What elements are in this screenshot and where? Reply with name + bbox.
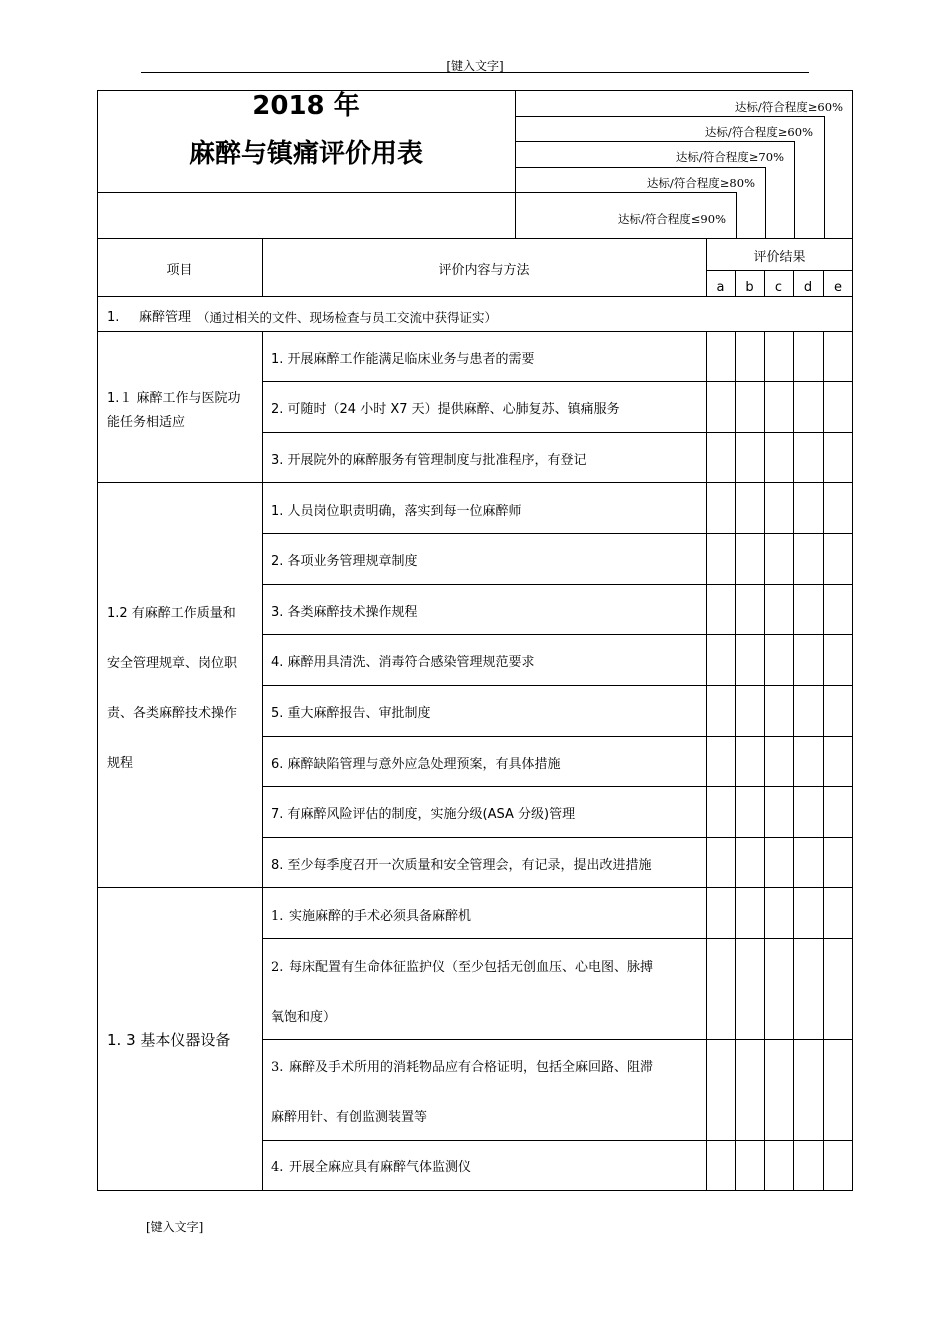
section-title: 麻醉管理 <box>139 310 192 325</box>
criteria-item: 2. 可随时（24 小时 X7 天）提供麻醉、心肺复苏、镇痛服务 <box>271 402 620 417</box>
criteria-item-continuation: 麻醉用针、有创监测装置等 <box>271 1110 428 1125</box>
group-label: 能任务相适应 <box>107 415 186 430</box>
page-header: [键入文字] <box>446 59 504 73</box>
group-label: 安全管理规章、岗位职 <box>107 656 238 671</box>
criteria-item: 1. 人员岗位职责明确，落实到每一位麻醉师 <box>271 504 522 519</box>
criteria-item: 麻醉及手术所用的消耗物品应有合格证明，包括全麻回路、阻滞 <box>289 1060 654 1075</box>
criteria-item: 6. 麻醉缺陷管理与意外应急处理预案，有具体措施 <box>271 757 561 772</box>
group-label: 1. 3 基本仪器设备 <box>107 1031 231 1049</box>
group-label: 1.2 有麻醉工作质量和 <box>107 606 236 621</box>
column-header-content: 评价内容与方法 <box>438 263 530 278</box>
criteria-item: 开展全麻应具有麻醉气体监测仪 <box>289 1160 472 1175</box>
page-title: 麻醉与镇痛评价用表 <box>188 139 423 169</box>
standard-label: 达标/符合程度≤90% <box>617 212 726 226</box>
grade-b: b <box>745 280 754 295</box>
title-bottom-rule <box>97 192 515 193</box>
criteria-item: 8. 至少每季度召开一次质量和安全管理会，有记录，提出改进措施 <box>271 858 652 873</box>
group-label: 1.１ 麻醉工作与医院功 <box>107 391 241 406</box>
standard-label: 达标/符合程度≥80% <box>646 176 755 190</box>
page-footer: [键入文字] <box>146 1220 204 1234</box>
column-header-item: 项目 <box>166 263 193 278</box>
criteria-item-number: 1. <box>271 909 284 924</box>
criteria-item: 实施麻醉的手术必须具备麻醉机 <box>289 909 472 924</box>
standard-label: 达标/符合程度≥60% <box>734 100 843 114</box>
section-note: （通过相关的文件、现场检查与员工交流中获得证实） <box>197 310 498 325</box>
grade-a: a <box>716 280 725 295</box>
group-label: 责、各类麻醉技术操作 <box>107 706 238 721</box>
grade-c: c <box>774 280 783 295</box>
column-header-result: 评价结果 <box>753 250 806 265</box>
criteria-item: 3. 各类麻醉技术操作规程 <box>271 605 418 620</box>
criteria-item: 1. 开展麻醉工作能满足临床业务与患者的需要 <box>271 352 535 367</box>
criteria-item: 3. 开展院外的麻醉服务有管理制度与批准程序，有登记 <box>271 453 587 468</box>
criteria-item: 7. 有麻醉风险评估的制度，实施分级(ASA 分级)管理 <box>271 807 576 822</box>
criteria-item-continuation: 氧饱和度） <box>271 1010 337 1025</box>
criteria-item: 2. 各项业务管理规章制度 <box>271 554 418 569</box>
group-label: 规程 <box>107 756 134 771</box>
title-divider <box>515 90 516 238</box>
title-year: 2018 年 <box>252 91 360 121</box>
criteria-item-number: 2. <box>271 960 284 975</box>
standard-label: 达标/符合程度≥60% <box>704 125 813 139</box>
grade-d: d <box>803 280 813 295</box>
criteria-item: 4. 麻醉用具清洗、消毒符合感染管理规范要求 <box>271 655 535 670</box>
criteria-item-number: 3. <box>271 1060 284 1075</box>
standard-label: 达标/符合程度≥70% <box>675 150 784 164</box>
grade-e: e <box>834 280 842 295</box>
criteria-item: 5. 重大麻醉报告、审批制度 <box>271 706 431 721</box>
criteria-item-number: 4. <box>271 1160 284 1175</box>
header-rule <box>141 72 809 73</box>
criteria-item: 每床配置有生命体征监护仪（至少包括无创血压、心电图、脉搏 <box>289 960 654 975</box>
section-number: 1. <box>107 310 120 325</box>
